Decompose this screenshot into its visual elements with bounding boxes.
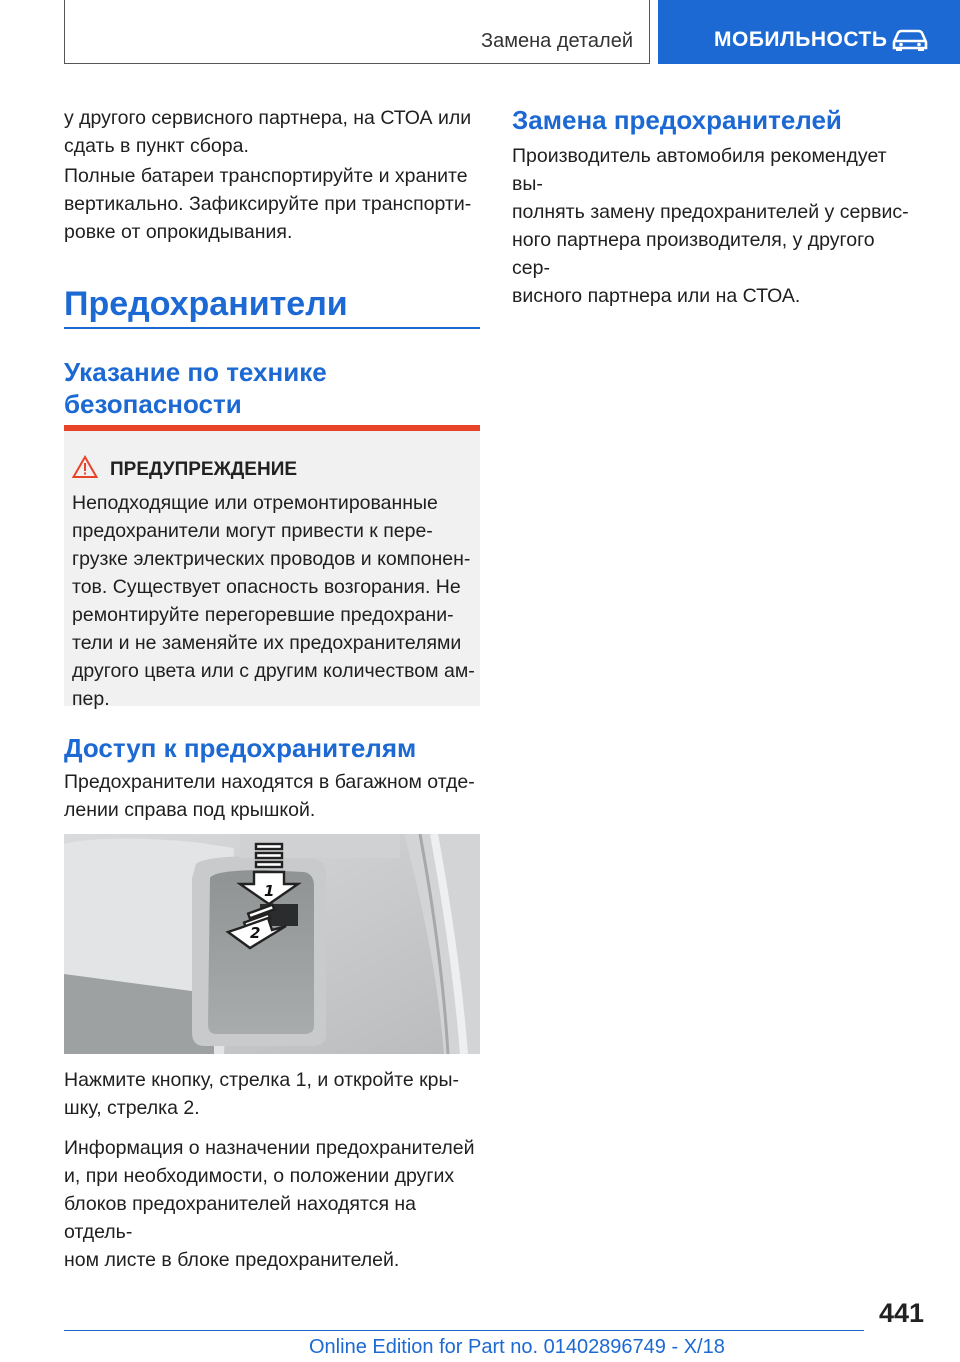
car-icon — [890, 28, 930, 52]
page-number: 441 — [878, 1298, 924, 1328]
text-line: грузке электрических проводов и компонен- — [72, 548, 471, 570]
replacement-paragraph — [512, 142, 912, 310]
arrow-label-1: 1 — [264, 882, 275, 900]
text-line: ровке от опрокидывания. — [64, 221, 293, 243]
text-line: блоков предохранителей находятся на отдель- — [64, 1193, 417, 1243]
subheading-fuse-access: Доступ к предохранителям — [64, 733, 417, 763]
text-line: пер. — [72, 688, 110, 710]
instruction-paragraph — [64, 1066, 480, 1122]
subheading-fuse-replacement: Замена предохранителей — [512, 105, 842, 135]
subheading-safety — [64, 356, 480, 420]
text-line: предохранители могут привести к пере- — [72, 520, 433, 542]
text-line: шку, стрелка 2. — [64, 1097, 200, 1119]
text-line: Неподходящие или отремонтированные — [72, 492, 438, 514]
trunk-fuse-cover-photo — [64, 834, 480, 1054]
warning-triangle-icon — [72, 455, 98, 479]
text-line: Полные батареи транспортируйте и храните — [64, 165, 468, 187]
text-line: Информация о назначении предохранителей — [64, 1137, 475, 1159]
text-line: у другого сервисного партнера, на СТОА или — [64, 107, 472, 129]
arrow-label-2: 2 — [250, 924, 261, 942]
text-line: тели и не заменяйте их предохранителями — [72, 632, 462, 654]
warning-title: ПРЕДУПРЕЖДЕНИЕ — [110, 459, 298, 480]
text-line: Нажмите кнопку, стрелка 1, и откройте кры- — [64, 1069, 459, 1091]
text-line: вертикально. Зафиксируйте при транспорти- — [64, 193, 472, 215]
info-paragraph — [64, 1134, 480, 1274]
access-paragraph — [64, 768, 480, 824]
footer-edition: Online Edition for Part no. 01402896749 - X/18 — [309, 1336, 725, 1358]
text-line: другого цвета или с другим количеством ам- — [72, 660, 475, 682]
text-line: ного партнера производителя, у другого сер- — [512, 229, 875, 279]
text-line: ремонтируйте перегоревшие предохрани- — [72, 604, 454, 626]
text-line: Производитель автомобиля рекомендует вы- — [512, 145, 887, 195]
text-line: тов. Существует опасность возгорания. Не — [72, 576, 461, 598]
header-section-box — [64, 0, 650, 64]
text-line: ном листе в блоке предохранителей. — [64, 1249, 400, 1271]
text-line: лении справа под крышкой. — [64, 799, 316, 821]
heading-rule — [64, 327, 480, 329]
warning-box — [64, 425, 480, 710]
header-chapter-tab[interactable] — [658, 0, 960, 64]
text-line: и, при необходимости, о положении других — [64, 1165, 455, 1187]
intro-paragraph-1 — [64, 104, 480, 160]
text-line: полнять замену предохранителей у сервис- — [512, 201, 909, 223]
intro-paragraph-2 — [64, 162, 480, 246]
header-chapter-label: МОБИЛЬНОСТЬ — [714, 28, 888, 51]
subheading-line: безопасности — [64, 389, 242, 419]
header-section-title: Замена деталей — [481, 30, 633, 52]
subheading-line: Указание по технике — [64, 357, 327, 387]
text-line: сдать в пункт сбора. — [64, 135, 249, 157]
section-heading-fuses: Предохранители — [64, 285, 348, 323]
text-line: висного партнера или на СТОА. — [512, 285, 801, 307]
footer-rule — [64, 1330, 864, 1331]
text-line: Предохранители находятся в багажном отде- — [64, 771, 475, 793]
warning-text — [72, 489, 476, 713]
